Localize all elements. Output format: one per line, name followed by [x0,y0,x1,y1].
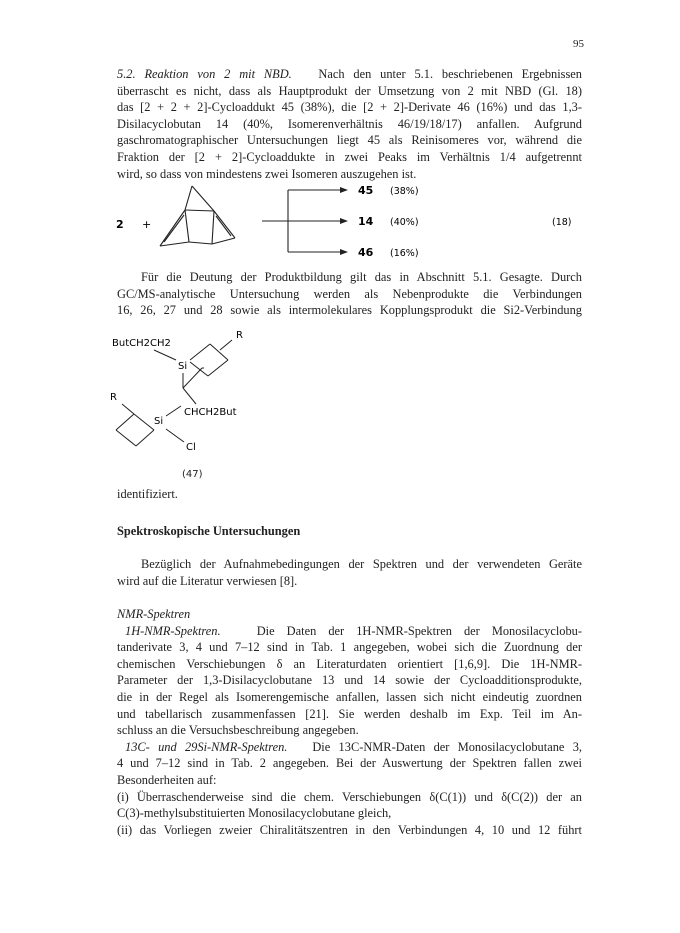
si-top-label: Si [178,361,188,372]
text-line: 5.2. Reaktion von 2 mit NBD. Nach den unter 5.1. beschriebenen Ergebnissen [117,67,582,81]
plus-sign: + [142,218,152,231]
text-line: gaschromatographischer Untersuchungen liegt 45 als Reinisomeres vor, während die [117,133,582,148]
reaction-scheme-18 [100,180,620,270]
page-number: 95 [573,38,584,50]
equation-number: (18) [552,217,572,228]
norbornadiene-structure [160,186,235,246]
text-line: Für die Deutung der Produktbildung gilt das in Abschnitt 5.1. Gesagte. Durch [141,270,582,284]
identifiziert-line: identifiziert. [117,487,178,501]
text-line: 13C- und 29Si-NMR-Spektren. Die 13C-NMR-Daten der Monosilacyclobutane 3, [125,739,582,754]
text-line: Bezüglich der Aufnahmebedingungen der Spektren und der verwendeten Geräte [141,557,582,571]
h-nmr-title: 1H-NMR-Spektren. [125,623,221,638]
cl-label: Cl [186,442,196,453]
text-line: wird auf die Literatur verwiesen [8]. [117,573,298,588]
text-line: die in der Regel als Isomerengemische anfallen, lassen sich nicht eindeutig zuordnen [117,689,582,704]
section-heading: Spektroskopische Untersuchungen [117,524,301,538]
nmr-subheading: NMR-Spektren [117,607,191,621]
product-14-label: 14 [358,215,374,228]
product-14-yield: (40%) [390,217,419,228]
si-bottom-label: Si [154,416,164,427]
text-line: C(3)-methylsubstituierten Monosilacyclobutane gleich, [117,806,392,821]
text-line: überrascht es nicht, dass als Hauptprodukt der Umsetzung von 2 mit NBD (Gl. 18) [117,83,582,98]
compound-47-structure [110,326,310,486]
text-line: 4 und 7–12 sind in Tab. 2 angegeben. Bei der Auswertung der Spektren fallen zwei [117,756,582,771]
product-45-label: 45 [358,184,374,197]
text-line: Parameter der 1,3-Disilacyclobutane 13 und 14 sowie der Cycloadditionsprodukte, [117,673,582,688]
branching-arrows [262,190,340,252]
reactant-label: 2 [116,218,124,231]
text-line: Besonderheiten auf: [117,772,217,787]
section-5-2-paragraph [117,66,582,182]
text-line: Fraktion der [2 + 2]-Cycloaddukte in zwei Peaks im Verhältnis 1/4 aufgetrennt [117,149,582,164]
paragraph-aufnahme [117,556,582,589]
text-line: das [2 + 2 + 2]-Cycloaddukt 45 (38%), die [2 + 2]-Derivate 46 (16%) und das 1,3- [117,100,582,115]
paragraph-deutung [117,269,582,319]
text-line: Disilacyclobutan 14 (40%, Isomerenverhältnis 46/19/18/17) anfallen. Aufgrund [117,116,582,131]
r-bottom-label: R [110,392,117,403]
product-46-label: 46 [358,246,374,259]
text-line: (i) Überraschenderweise sind die chem. Verschiebungen δ(C(1)) und δ(C(2)) der an [117,789,582,804]
nmr-section [117,606,582,838]
text-line: (ii) das Vorliegen zweier Chiralitätszentren in den Verbindungen 4, 10 und 12 führt [117,822,582,837]
text-line: GC/MS-analytische Untersuchung werden als Nebenprodukte die Verbindungen [117,286,582,301]
product-46-yield: (16%) [390,248,419,259]
group-top-label: ButCH2CH2 [112,338,171,349]
text-line: 16, 26, 27 und 28 sowie als intermolekulares Kopplungsprodukt die Si2-Verbindung [117,303,582,318]
text-line: und tabellarisch zusammenfassen [21]. Sie werden deshalb im Exp. Teil im An- [117,706,582,721]
text-line: chemischen Verschiebungen δ an Literaturdaten orientiert [1,6,9]. Die 1H-NMR- [117,656,582,671]
compound-47-label: (47) [182,469,203,480]
chch2but-label: CHCH2But [184,407,237,418]
text-line: tanderivate 3, 4 und 7–12 sind in Tab. 1 angegeben, wobei sich die Zuordnung der [117,640,582,655]
product-45-yield: (38%) [390,186,419,197]
text-line: wird, so dass von mindestens zwei Isomeren auszugehen ist. [117,166,417,181]
text-line: schluss an die Versuchsbeschreibung angegeben. [117,723,359,738]
r-top-label: R [236,330,243,341]
text-line: 1H-NMR-Spektren. Die Daten der 1H-NMR-Spektren der Monosilacyclobu- [125,623,582,638]
c-nmr-title: 13C- und 29Si-NMR-Spektren. [125,739,288,754]
